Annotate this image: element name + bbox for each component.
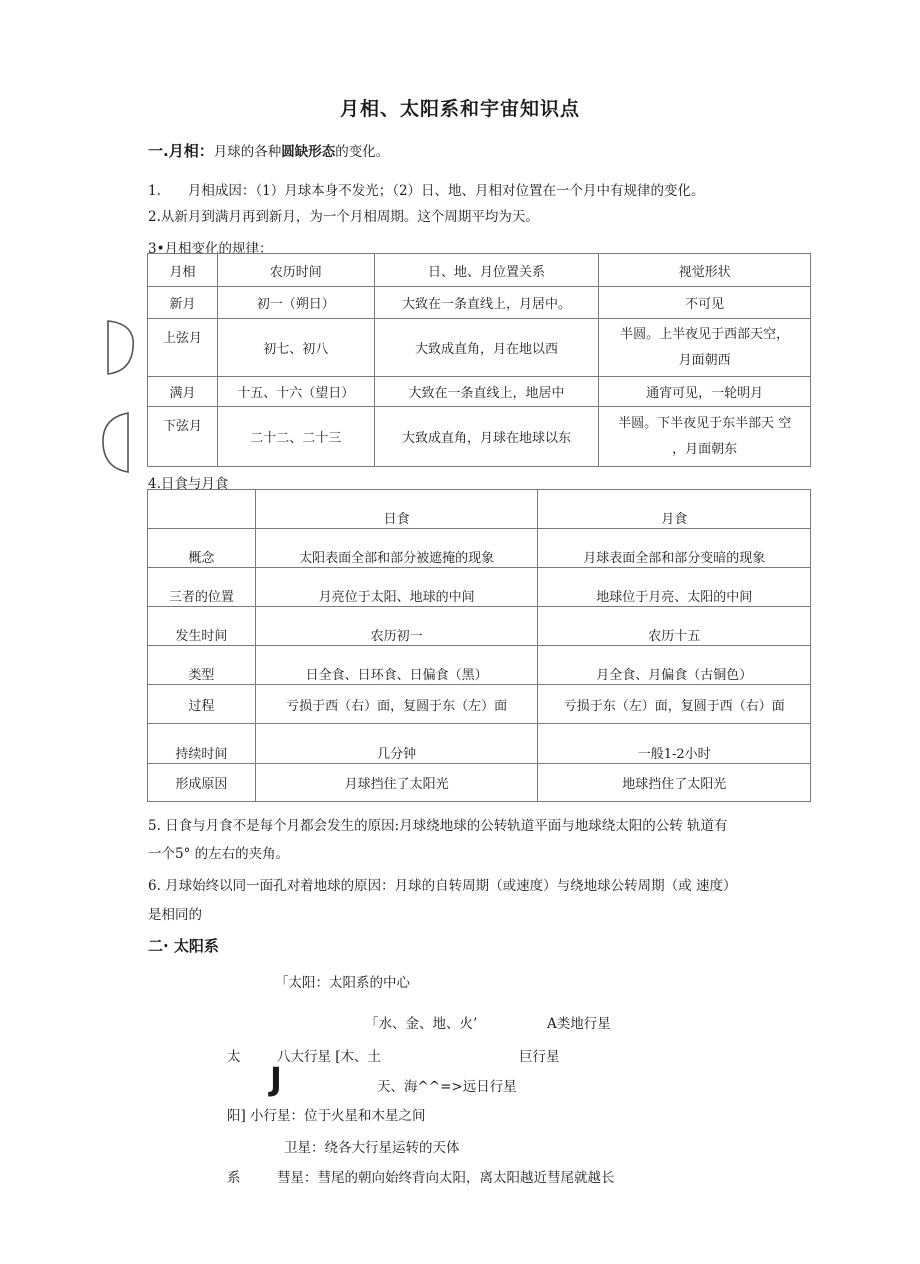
table-row — [148, 407, 811, 467]
table-cell-line: ，月面朝东 — [672, 441, 738, 457]
paragraph-6-line-1: 6. 月球始终以同一面孔对着地球的原因：月球的自转周期（或速度）与绕地球公转周期（或 速度） — [148, 878, 737, 894]
table-header: 月相 — [148, 254, 218, 287]
solar-asteroids: 阳] 小行星：位于火星和木星之间 — [227, 1108, 426, 1124]
table-header-row — [148, 254, 811, 287]
table-cell: 亏损于东（左）面，复圆于西（右）面 — [538, 685, 811, 724]
paragraph-3: 3•月相变化的规律： — [148, 241, 273, 257]
table-header: 月食 — [538, 490, 811, 529]
section-moon-phase-line — [148, 140, 389, 161]
table-cell: 类型 — [148, 646, 256, 685]
table-row — [148, 529, 811, 568]
table-cell: 过程 — [148, 685, 256, 724]
table-cell: 上弦月 — [148, 319, 218, 377]
section-heading-moon-phase: 一.月相： — [148, 142, 214, 160]
table-row — [148, 764, 811, 802]
table-cell-line: 不可见 — [685, 297, 725, 312]
table-cell: 发生时间 — [148, 607, 256, 646]
table-cell: 持续时间 — [148, 724, 256, 764]
table-cell-line: 月面朝西 — [678, 352, 731, 368]
table-cell-line: 通宵可见，一轮明月 — [646, 386, 764, 401]
solar-comets: 彗星：彗尾的朝向始终背向太阳，离太阳越近彗尾就越长 — [277, 1170, 615, 1186]
eclipse-table — [147, 489, 811, 802]
table-header — [148, 490, 256, 529]
solar-inner-planets: 「水、金、地、火’ — [365, 1016, 478, 1032]
moon-phase-definition-post: 的变化。 — [335, 144, 390, 160]
table-cell: 大致在一条直线上，地居中 — [374, 377, 599, 407]
moon-phase-table — [147, 253, 811, 467]
table-cell: 三者的位置 — [148, 568, 256, 607]
table-cell: 农历初一 — [255, 607, 538, 646]
page-title: 月相、太阳系和宇宙知识点 — [339, 98, 580, 120]
last-quarter-moon-icon — [96, 410, 136, 476]
table-cell: 日全食、日环食、日偏食（黑） — [255, 646, 538, 685]
table-cell: 地球位于月亮、太阳的中间 — [538, 568, 811, 607]
table-cell: 月亮位于太阳、地球的中间 — [255, 568, 538, 607]
table-header: 农历时间 — [217, 254, 374, 287]
table-row — [148, 685, 811, 724]
table-cell: 大致成直角，月在地以西 — [374, 319, 599, 377]
solar-sun-line: 「太阳：太阳系的中心 — [275, 975, 410, 991]
solar-eight-planets: 八大行星 [木、土 — [277, 1049, 382, 1065]
solar-label-tai: 太 — [227, 1049, 241, 1065]
table-cell — [599, 319, 811, 377]
table-cell: 亏损于西（右）面，复圆于东（左）面 — [255, 685, 538, 724]
first-quarter-moon-icon — [100, 318, 140, 378]
table-cell: 满月 — [148, 377, 218, 407]
table-cell: 初一（朔日） — [217, 287, 374, 319]
table-cell: 月球挡住了太阳光 — [255, 764, 538, 802]
table-cell: 一般1-2小时 — [538, 724, 811, 764]
table-row — [148, 568, 811, 607]
paragraph-2: 2.从新月到满月再到新月，为一个月相周期。这个周期平均为天。 — [148, 209, 539, 225]
table-cell-line: 半圆。下半夜见于东半部天 空 — [618, 415, 792, 431]
paragraph-6-line-2: 是相同的 — [148, 907, 202, 923]
solar-satellites: 卫星：绕各大行星运转的天体 — [284, 1140, 460, 1156]
table-cell: 几分钟 — [255, 724, 538, 764]
paragraph-5-line-2: 一个5° 的左右的夹角。 — [148, 846, 290, 862]
table-cell: 太阳表面全部和部分被遮掩的现象 — [255, 529, 538, 568]
table-cell: 地球挡住了太阳光 — [538, 764, 811, 802]
table-cell: 概念 — [148, 529, 256, 568]
table-cell: 二十二、二十三 — [217, 407, 374, 467]
table-header: 日、地、月位置关系 — [374, 254, 599, 287]
table-cell: 初七、初八 — [217, 319, 374, 377]
table-cell — [599, 377, 811, 407]
table-cell: 下弦月 — [148, 407, 218, 467]
moon-phase-definition-bold: 圆缺形态 — [281, 144, 336, 160]
table-row — [148, 287, 811, 319]
moon-phase-definition-pre: 月球的各种 — [213, 144, 282, 160]
table-cell: 大致成直角，月球在地球以东 — [374, 407, 599, 467]
paragraph-4: 4.日食与月食 — [148, 476, 229, 492]
table-cell — [599, 407, 811, 467]
table-row — [148, 377, 811, 407]
table-cell: 月全食、月偏食（古铜色） — [538, 646, 811, 685]
table-row — [148, 724, 811, 764]
table-cell: 月球表面全部和部分变暗的现象 — [538, 529, 811, 568]
solar-label-xi: 系 — [227, 1170, 241, 1186]
paragraph-5-line-1: 5. 日食与月食不是每个月都会发生的原因:月球绕地球的公转轨道平面与地球绕太阳的公转 轨道有 — [148, 818, 728, 834]
solar-terrestrial-type: A类地行星 — [547, 1016, 611, 1032]
table-cell: 新月 — [148, 287, 218, 319]
table-row — [148, 646, 811, 685]
table-cell: 十五、十六（望日） — [217, 377, 374, 407]
table-cell: 大致在一条直线上，月居中。 — [374, 287, 599, 319]
table-header-row — [148, 490, 811, 529]
table-cell-line: 半圆。上半夜见于西部天空， — [620, 326, 790, 342]
table-row — [148, 607, 811, 646]
table-cell: 形成原因 — [148, 764, 256, 802]
table-header: 视觉形状 — [599, 254, 811, 287]
section-heading-solar-system: 二· 太阳系 — [148, 937, 219, 955]
solar-giant-planets: 巨行星 — [519, 1049, 560, 1065]
table-header: 日食 — [255, 490, 538, 529]
brace-glyph: J — [270, 1060, 282, 1098]
paragraph-1: 1. 月相成因：（1）月球本身不发光；（2）日、地、月相对位置在一个月中有规律的变化。 — [148, 183, 705, 199]
table-cell — [599, 287, 811, 319]
table-cell: 农历十五 — [538, 607, 811, 646]
solar-outer-planets: 天、海^^=>远日行星 — [377, 1079, 517, 1095]
table-row — [148, 319, 811, 377]
